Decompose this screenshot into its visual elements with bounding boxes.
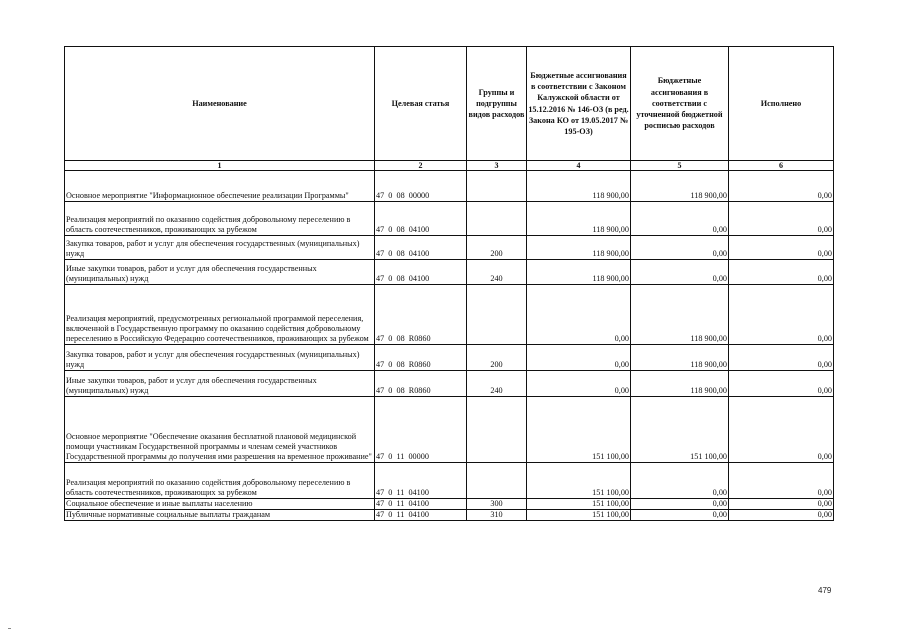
row-refined-amount: 0,00 (631, 260, 729, 285)
row-refined-amount: 118 900,00 (631, 345, 729, 371)
row-law-amount: 151 100,00 (527, 397, 631, 463)
row-law-amount: 0,00 (527, 345, 631, 371)
header-refined-allocations: Бюджетные ассигнования в соответствии с уточненной бюджетной росписью расходов (631, 47, 729, 161)
row-law-amount: 151 100,00 (527, 510, 631, 521)
header-law-allocations: Бюджетные ассигнования в соответствии с Законом Калужской области от 15.12.2016 № 146-ОЗ (в ред. Закона КО от 19.05.2017 № 195-ОЗ) (527, 47, 631, 161)
row-refined-amount: 0,00 (631, 463, 729, 499)
header-executed: Исполнено (729, 47, 834, 161)
row-target-article: 47 0 08 00000 (375, 171, 467, 202)
row-executed-amount: 0,00 (729, 171, 834, 202)
row-target-article: 47 0 08 04100 (375, 260, 467, 285)
table-row (65, 510, 834, 521)
page-number: 479 (818, 586, 832, 595)
row-name: Реализация мероприятий по оказанию содействия добровольному переселению в область соотечественников, проживающих за рубежом (65, 202, 375, 236)
budget-execution-table (64, 46, 834, 521)
row-refined-amount: 118 900,00 (631, 371, 729, 397)
row-refined-amount: 0,00 (631, 236, 729, 260)
table-row (65, 463, 834, 499)
table-row (65, 285, 834, 345)
table-row (65, 371, 834, 397)
row-name: Социальное обеспечение и иные выплаты населению (65, 499, 375, 510)
table-header-row (65, 47, 834, 161)
row-target-article: 47 0 11 04100 (375, 463, 467, 499)
row-expense-group: 310 (467, 510, 527, 521)
row-refined-amount: 0,00 (631, 202, 729, 236)
column-number: 2 (375, 161, 467, 171)
row-refined-amount: 0,00 (631, 510, 729, 521)
column-number: 6 (729, 161, 834, 171)
row-expense-group: 240 (467, 260, 527, 285)
row-name: Закупка товаров, работ и услуг для обеспечения государственных (муниципальных) нужд (65, 345, 375, 371)
row-law-amount: 0,00 (527, 371, 631, 397)
row-refined-amount: 0,00 (631, 499, 729, 510)
row-executed-amount: 0,00 (729, 397, 834, 463)
row-target-article: 47 0 11 04100 (375, 510, 467, 521)
row-refined-amount: 118 900,00 (631, 171, 729, 202)
row-expense-group (467, 171, 527, 202)
row-executed-amount: 0,00 (729, 510, 834, 521)
row-expense-group: 200 (467, 345, 527, 371)
row-expense-group: 300 (467, 499, 527, 510)
row-expense-group: 200 (467, 236, 527, 260)
row-expense-group: 240 (467, 371, 527, 397)
row-executed-amount: 0,00 (729, 202, 834, 236)
row-name: Реализация мероприятий по оказанию содействия добровольному переселению в область соотечественников, проживающих за рубежом (65, 463, 375, 499)
row-target-article: 47 0 11 04100 (375, 499, 467, 510)
table-row (65, 236, 834, 260)
row-expense-group (467, 202, 527, 236)
row-law-amount: 118 900,00 (527, 171, 631, 202)
row-executed-amount: 0,00 (729, 463, 834, 499)
scan-artifact (8, 628, 11, 629)
row-executed-amount: 0,00 (729, 345, 834, 371)
table-row (65, 260, 834, 285)
header-name: Наименование (65, 47, 375, 161)
row-refined-amount: 118 900,00 (631, 285, 729, 345)
row-executed-amount: 0,00 (729, 499, 834, 510)
row-law-amount: 118 900,00 (527, 202, 631, 236)
row-name: Основное мероприятие "Обеспечение оказания бесплатной плановой медицинской помощи участникам Государственной программы и членам семей участников Государственной программы до получения ими разрешения на временное проживание" (65, 397, 375, 463)
row-name: Основное мероприятие "Информационное обеспечение реализации Программы" (65, 171, 375, 202)
row-expense-group (467, 285, 527, 345)
table-row (65, 499, 834, 510)
row-target-article: 47 0 08 04100 (375, 202, 467, 236)
row-executed-amount: 0,00 (729, 260, 834, 285)
column-number: 5 (631, 161, 729, 171)
table-row (65, 202, 834, 236)
row-law-amount: 151 100,00 (527, 499, 631, 510)
row-target-article: 47 0 08 04100 (375, 236, 467, 260)
row-law-amount: 151 100,00 (527, 463, 631, 499)
column-number: 3 (467, 161, 527, 171)
row-name: Иные закупки товаров, работ и услуг для обеспечения государственных (муниципальных) нужд (65, 260, 375, 285)
row-name: Публичные нормативные социальные выплаты гражданам (65, 510, 375, 521)
table-row (65, 345, 834, 371)
row-executed-amount: 0,00 (729, 371, 834, 397)
row-target-article: 47 0 08 R0860 (375, 345, 467, 371)
row-target-article: 47 0 08 R0860 (375, 371, 467, 397)
header-expense-groups: Группы и подгруппы видов расходов (467, 47, 527, 161)
row-law-amount: 118 900,00 (527, 236, 631, 260)
row-target-article: 47 0 11 00000 (375, 397, 467, 463)
row-expense-group (467, 463, 527, 499)
row-refined-amount: 151 100,00 (631, 397, 729, 463)
column-number: 1 (65, 161, 375, 171)
table-row (65, 171, 834, 202)
column-number: 4 (527, 161, 631, 171)
table-row (65, 397, 834, 463)
row-expense-group (467, 397, 527, 463)
header-target-article: Целевая статья (375, 47, 467, 161)
row-target-article: 47 0 08 R0860 (375, 285, 467, 345)
row-executed-amount: 0,00 (729, 236, 834, 260)
row-name: Иные закупки товаров, работ и услуг для обеспечения государственных (муниципальных) нужд (65, 371, 375, 397)
column-number-row (65, 161, 834, 171)
row-law-amount: 0,00 (527, 285, 631, 345)
row-name: Закупка товаров, работ и услуг для обеспечения государственных (муниципальных) нужд (65, 236, 375, 260)
row-name: Реализация мероприятий, предусмотренных региональной программой переселения, включенной в Государственную программу по оказанию содействия добровольному переселению в Российскую Федерацию соотечественников, проживающих за рубежом (65, 285, 375, 345)
row-law-amount: 118 900,00 (527, 260, 631, 285)
row-executed-amount: 0,00 (729, 285, 834, 345)
